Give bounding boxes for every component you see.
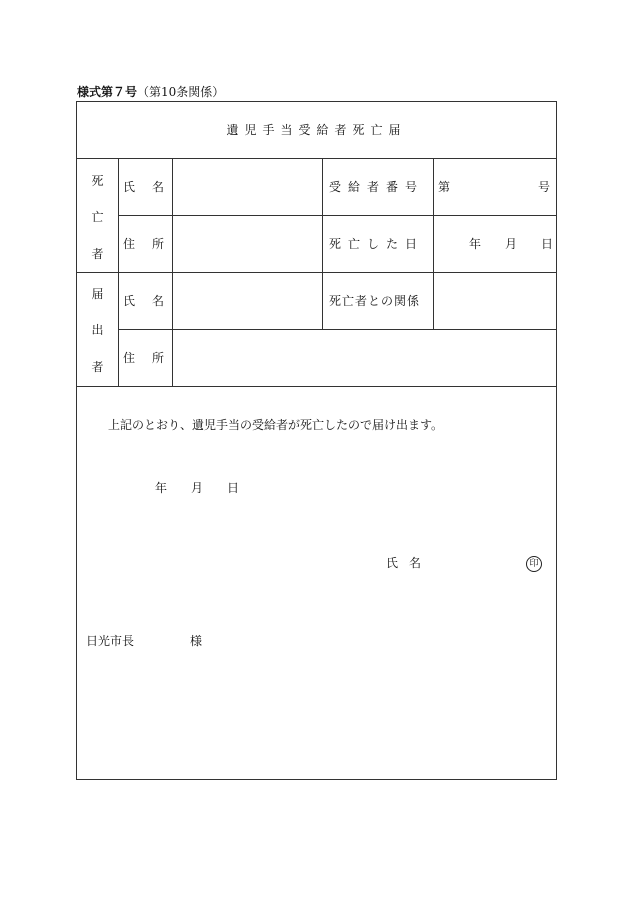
form-header [77, 83, 224, 100]
notifier-address-field[interactable] [173, 330, 555, 385]
statement-text: 上記のとおり、遺児手当の受給者が死亡したので届け出ます。 [108, 418, 444, 432]
divider [322, 158, 323, 329]
deceased-name-label: 氏 名 [123, 179, 164, 194]
submission-year-label[interactable]: 年 [155, 481, 168, 495]
notifier-name-field[interactable] [173, 273, 321, 328]
submission-day-label[interactable]: 日 [227, 481, 240, 495]
honorific: 様 [190, 634, 203, 648]
signer-name-label: 氏 名 [386, 556, 421, 570]
form-number: 様式第７号 [77, 85, 138, 99]
notifier-address-label: 住 所 [123, 350, 164, 365]
deceased-address-field[interactable] [173, 216, 321, 271]
recipient-number-label: 受給者番号 [329, 180, 425, 194]
notifier-name-label: 氏 名 [123, 293, 164, 308]
deceased-name-field[interactable] [173, 159, 321, 214]
notifier-section-label: 届 出 者 [91, 286, 104, 375]
relationship-field[interactable] [434, 273, 555, 328]
death-year-label[interactable]: 年 [469, 237, 482, 251]
divider [77, 386, 556, 387]
relationship-label: 死亡者との関係 [329, 294, 421, 308]
form-clause: （第10条関係） [137, 85, 225, 99]
recipient-number-field[interactable]: 第 号 [438, 179, 550, 194]
seal-stamp-icon: 印 [526, 556, 542, 572]
deceased-address-label: 住 所 [123, 236, 164, 251]
death-notification-form [76, 101, 557, 780]
death-month-label[interactable]: 月 [505, 237, 518, 251]
date-of-death-label: 死亡した日 [329, 237, 425, 251]
death-day-label[interactable]: 日 [541, 237, 554, 251]
form-title: 遺児手当受給者死亡届 [226, 123, 407, 137]
submission-month-label[interactable]: 月 [191, 481, 204, 495]
divider [118, 158, 119, 386]
deceased-section-label: 死 亡 者 [91, 173, 104, 262]
addressee: 日光市長 [86, 634, 135, 648]
